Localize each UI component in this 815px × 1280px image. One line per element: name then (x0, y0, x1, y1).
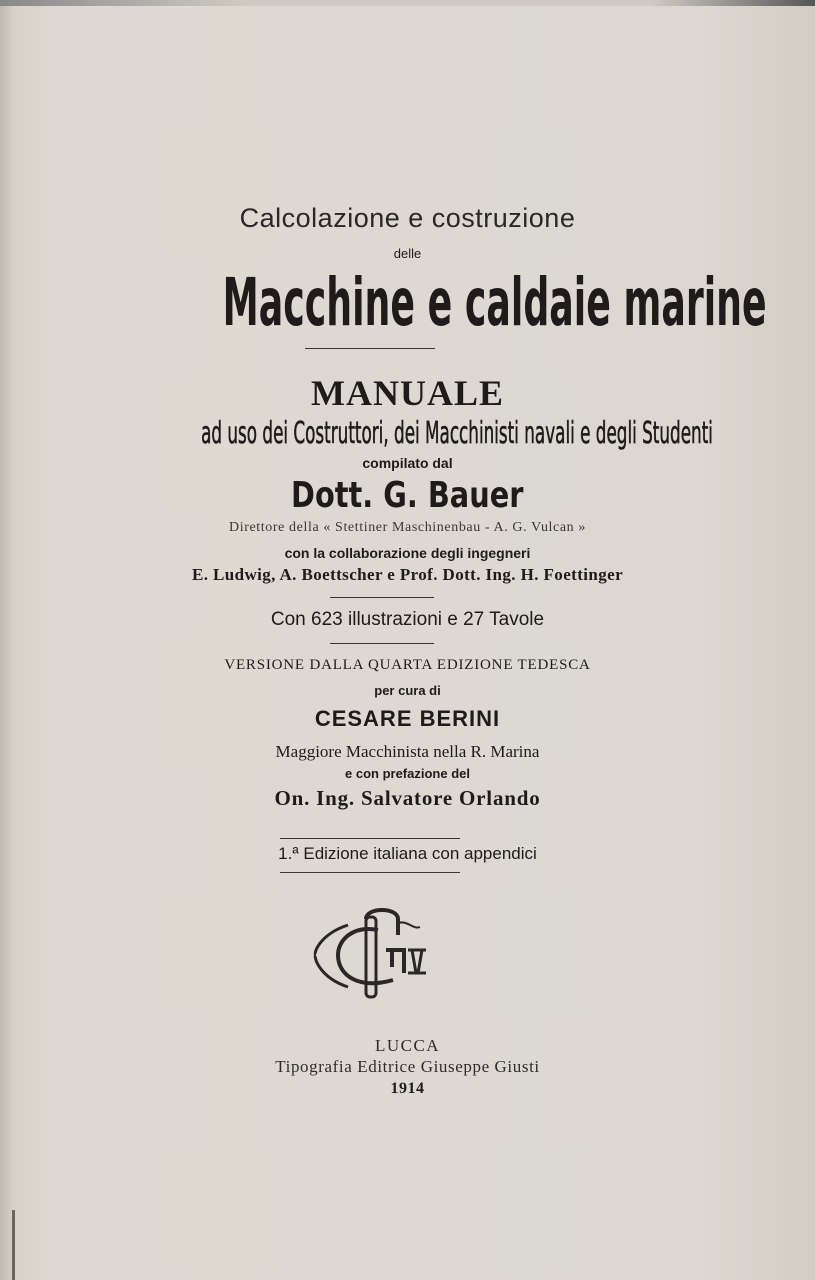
divider (280, 872, 460, 873)
main-title-wrap (0, 264, 815, 341)
manuale-heading: MANUALE (311, 373, 504, 413)
author-role: Direttore della « Stettiner Maschinenbau - A. G. Vulcan » (229, 520, 586, 535)
publisher: Tipografia Editrice Giuseppe Giusti (275, 1057, 540, 1076)
subtitle: ad uso dei Costruttori, dei Macchinisti navali e degli Studenti (201, 416, 713, 451)
translator: CESARE BERINI (314, 706, 501, 731)
city: LUCCA (374, 1036, 441, 1055)
divider (280, 838, 460, 839)
collaborators: E. Ludwig, A. Boettscher e Prof. Dott. Ing. H. Foettinger (191, 565, 624, 584)
translator-role: Maggiore Macchinista nella R. Marina (275, 742, 540, 761)
divider (305, 348, 435, 349)
collab-intro: con la collaborazione degli ingegneri (284, 545, 531, 561)
subtitle-wrap (0, 417, 815, 451)
version: VERSIONE DALLA QUARTA EDIZIONE TEDESCA (224, 657, 591, 673)
illustrations: Con 623 illustrazioni e 27 Tavole (270, 609, 545, 630)
pre-title: Calcolazione e costruzione (239, 203, 576, 233)
page-edge-left (12, 1210, 15, 1280)
delle-text: delle (393, 246, 422, 261)
main-title: Macchine e caldaie marine (222, 264, 767, 341)
publisher-monogram-logo (308, 905, 438, 1005)
preface-author: On. Ing. Salvatore Orlando (274, 786, 541, 810)
edition: 1.ª Edizione italiana con appendici (278, 844, 537, 863)
edited-by: per cura di (374, 683, 441, 698)
compiled-by: compilato dal (362, 455, 453, 471)
preface-intro: e con prefazione del (345, 766, 470, 781)
page-edge-top (0, 0, 815, 6)
divider (330, 643, 434, 644)
author-wrap (0, 474, 815, 517)
year: 1914 (390, 1080, 425, 1097)
author: Dott. G. Bauer (291, 475, 524, 516)
divider (330, 597, 434, 598)
